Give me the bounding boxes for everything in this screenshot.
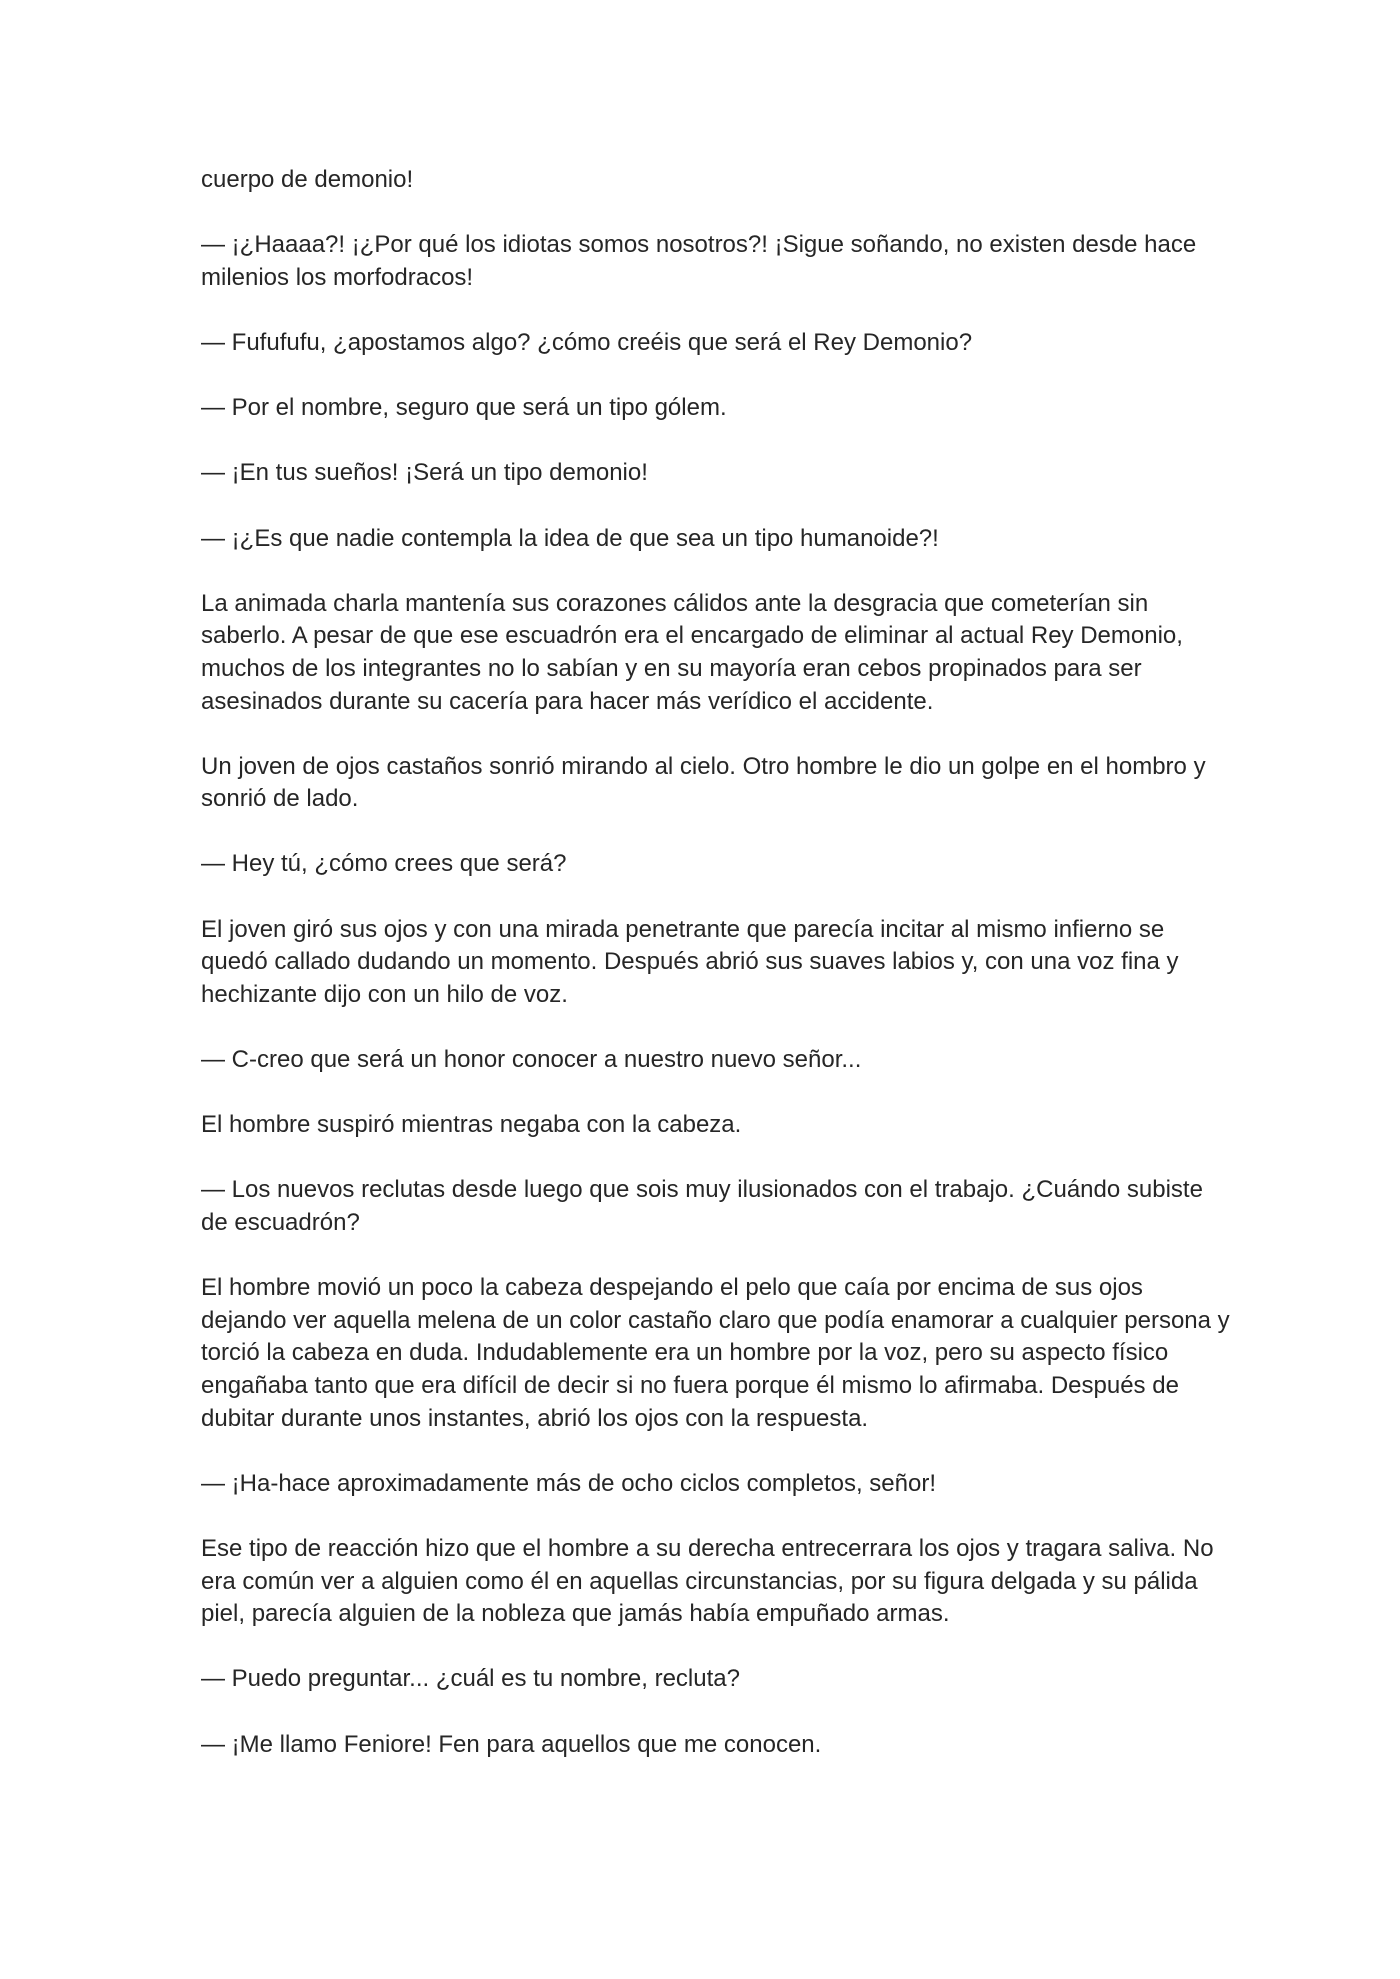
document-body <box>201 164 1231 1761</box>
paragraph-8: Un joven de ojos castaños sonrió mirando al cielo. Otro hombre le dio un golpe en el hombro y sonrió de lado. <box>201 752 1206 813</box>
paragraph-15: — ¡Ha-hace aproximadamente más de ocho ciclos completos, señor! <box>201 1469 936 1497</box>
paragraph-1: cuerpo de demonio! <box>201 166 414 193</box>
paragraph-7: La animada charla mantenía sus corazones cálidos ante la desgracia que cometerían sin saberlo. A pesar de que ese escuadrón era el encargado de eliminar al actual Rey Demonio, muchos de los integrantes no lo sabían y en su mayoría eran cebos propinados para ser asesinados durante su cacería para hacer más verídico el accidente. <box>201 589 1183 715</box>
paragraph-5: — ¡En tus sueños! ¡Será un tipo demonio! <box>201 459 648 487</box>
paragraph-9: — Hey tú, ¿cómo crees que será? <box>201 850 567 878</box>
paragraph-14: El hombre movió un poco la cabeza despejando el pelo que caía por encima de sus ojos dejando ver aquella melena de un color castaño claro que podía enamorar a cualquier persona y torció la cabeza en duda. Indudablemente era un hombre por la voz, pero su aspecto físico engañaba tanto que era difícil de decir si no fuera porque él mismo lo afirmaba. Después de dubitar durante unos instantes, abrió los ojos con la respuesta. <box>201 1274 1230 1432</box>
paragraph-13: — Los nuevos reclutas desde luego que sois muy ilusionados con el trabajo. ¿Cuándo subiste de escuadrón? <box>201 1176 1203 1236</box>
paragraph-17: — Puedo preguntar... ¿cuál es tu nombre, recluta? <box>201 1665 740 1693</box>
paragraph-2: — ¡¿Haaaa?! ¡¿Por qué los idiotas somos nosotros?! ¡Sigue soñando, no existen desde hace milenios los morfodracos! <box>201 231 1197 291</box>
paragraph-10: El joven giró sus ojos y con una mirada penetrante que parecía incitar al mismo infierno se quedó callado dudando un momento. Después abrió sus suaves labios y, con una voz fina y hechizante dijo con un hilo de voz. <box>201 915 1179 1008</box>
paragraph-16: Ese tipo de reacción hizo que el hombre a su derecha entrecerrara los ojos y tragara saliva. No era común ver a alguien como él en aquellas circunstancias, por su figura delgada y su pálida piel, parecía alguien de la nobleza que jamás había empuñado armas. <box>201 1534 1214 1628</box>
paragraph-6: — ¡¿Es que nadie contempla la idea de que sea un tipo humanoide?! <box>201 524 939 552</box>
paragraph-12: El hombre suspiró mientras negaba con la cabeza. <box>201 1111 742 1139</box>
paragraph-11: — C-creo que será un honor conocer a nuestro nuevo señor... <box>201 1046 862 1074</box>
paragraph-3: — Fufufufu, ¿apostamos algo? ¿cómo creéis que será el Rey Demonio? <box>201 328 973 356</box>
paragraph-4: — Por el nombre, seguro que será un tipo gólem. <box>201 394 727 422</box>
paragraph-18: — ¡Me llamo Feniore! Fen para aquellos que me conocen. <box>201 1730 822 1758</box>
